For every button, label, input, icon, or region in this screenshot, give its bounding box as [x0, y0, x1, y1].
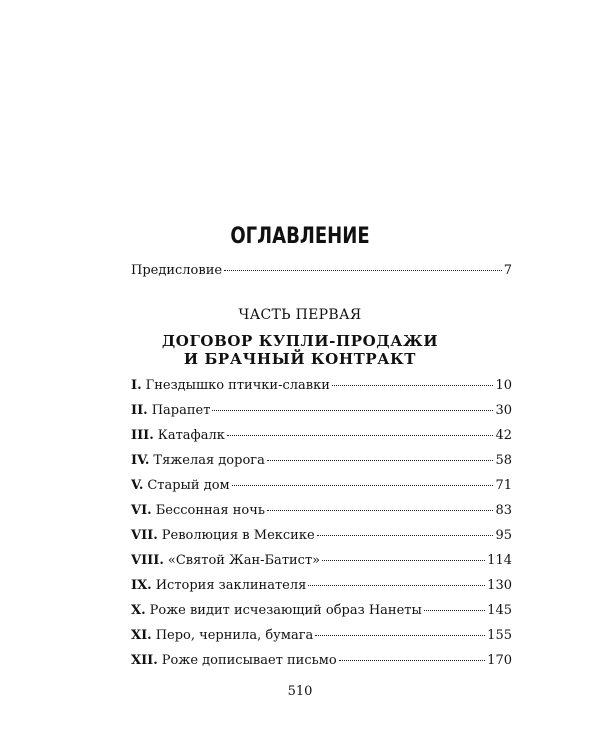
chapter-title: Перо, чернила, бумага — [155, 628, 314, 643]
dot-leader — [317, 535, 494, 536]
chapter-page: 95 — [495, 528, 512, 543]
part-title-line2: И БРАЧНЫЙ КОНТРАКТ — [183, 350, 417, 368]
chapter-number: III. — [131, 428, 154, 443]
chapter-page: 30 — [495, 403, 512, 418]
chapter-page: 58 — [495, 453, 512, 468]
dot-leader — [322, 560, 485, 561]
chapter-page: 170 — [487, 653, 512, 668]
chapter-number: I. — [131, 378, 142, 393]
dot-leader — [212, 410, 493, 411]
toc-entry-preface — [131, 262, 512, 280]
page-number: 510 — [287, 684, 313, 699]
chapter-page: 42 — [495, 428, 512, 443]
chapter-number: XI. — [131, 628, 152, 643]
dot-leader — [424, 610, 485, 611]
chapter-title: Роже дописывает письмо — [161, 653, 337, 668]
chapter-number: V. — [131, 478, 144, 493]
chapter-number: VII. — [131, 528, 158, 543]
chapter-page: 10 — [495, 378, 512, 393]
chapter-number: II. — [131, 403, 148, 418]
chapter-number: VIII. — [131, 553, 164, 568]
dot-leader — [227, 435, 494, 436]
chapter-page: 114 — [487, 553, 512, 568]
toc-entry-chapter — [131, 552, 512, 570]
toc-entry-chapter — [131, 577, 512, 595]
chapter-title: Бессонная ночь — [155, 503, 265, 518]
chapter-title: «Святой Жан-Батист» — [167, 553, 321, 568]
toc-title: ОГЛАВЛЕНИЕ — [230, 224, 370, 249]
chapter-page: 71 — [495, 478, 512, 493]
toc-entry-chapter — [131, 527, 512, 545]
toc-entry-chapter — [131, 477, 512, 495]
chapter-number: X. — [131, 603, 146, 618]
part-heading: ЧАСТЬ ПЕРВАЯ — [238, 307, 362, 323]
toc-entry-chapter — [131, 452, 512, 470]
chapter-title: Роже видит исчезающий образ Нанеты — [149, 603, 422, 618]
chapter-title: Парапет — [151, 403, 211, 418]
chapter-title: Тяжелая дорога — [153, 453, 265, 468]
chapter-number: IX. — [131, 578, 152, 593]
dot-leader — [267, 460, 494, 461]
chapter-title: Старый дом — [147, 478, 230, 493]
chapter-page: 130 — [487, 578, 512, 593]
toc-entry-chapter — [131, 652, 512, 670]
dot-leader — [308, 585, 485, 586]
dot-leader — [232, 485, 494, 486]
chapter-title: Катафалк — [157, 428, 225, 443]
chapter-number: IV. — [131, 453, 150, 468]
toc-entry-chapter — [131, 427, 512, 445]
chapter-page: 145 — [487, 603, 512, 618]
chapter-title: Революция в Мексике — [161, 528, 315, 543]
dot-leader — [224, 270, 502, 271]
dot-leader — [339, 660, 486, 661]
toc-entry-page: 7 — [503, 263, 512, 278]
dot-leader — [315, 635, 485, 636]
part-title-line1: ДОГОВОР КУПЛИ-ПРОДАЖИ — [161, 332, 439, 350]
chapter-page: 83 — [495, 503, 512, 518]
toc-entry-title: Предисловие — [131, 263, 223, 278]
chapter-number: XII. — [131, 653, 158, 668]
dot-leader — [332, 385, 494, 386]
dot-leader — [267, 510, 494, 511]
toc-entry-chapter — [131, 627, 512, 645]
chapter-title: История заклинателя — [155, 578, 307, 593]
chapter-page: 155 — [487, 628, 512, 643]
toc-entry-chapter — [131, 377, 512, 395]
toc-entry-chapter — [131, 402, 512, 420]
chapter-number: VI. — [131, 503, 152, 518]
toc-entry-chapter — [131, 502, 512, 520]
toc-entry-chapter — [131, 602, 512, 620]
chapter-title: Гнездышко птички-славки — [145, 378, 330, 393]
